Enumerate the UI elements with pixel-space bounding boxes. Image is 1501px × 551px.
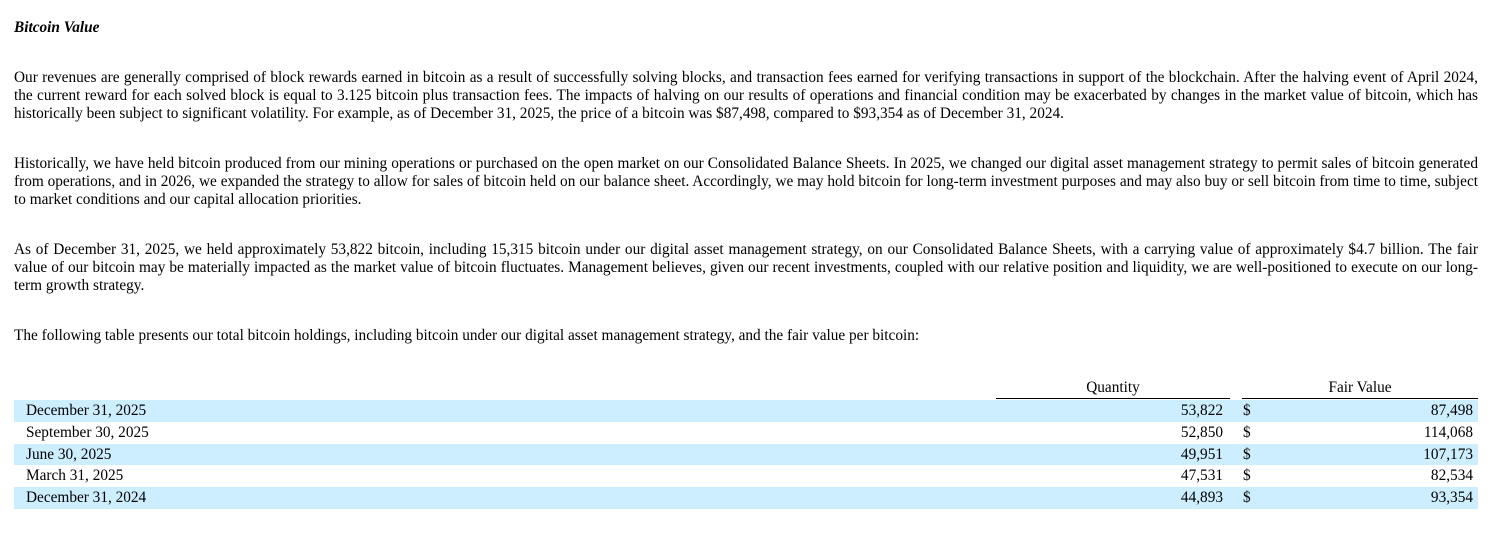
bitcoin-holdings-table xyxy=(14,379,1478,509)
row-quantity: 49,951 xyxy=(1180,445,1223,463)
row-fair-value: 107,173 xyxy=(1423,445,1473,463)
currency-symbol: $ xyxy=(1243,445,1251,463)
table-row xyxy=(14,444,1478,466)
table-row xyxy=(14,422,1478,444)
table-row xyxy=(14,487,1478,509)
section-title: Bitcoin Value xyxy=(14,19,100,36)
row-date: September 30, 2025 xyxy=(26,423,149,441)
table-header xyxy=(14,379,1478,400)
paragraph-table-intro: The following table presents our total bitcoin holdings, including bitcoin under our digital asset management strategy, and the fair value per bitcoin: xyxy=(14,327,920,344)
currency-symbol: $ xyxy=(1243,402,1251,419)
row-fair-value: 114,068 xyxy=(1423,423,1473,441)
paragraph-revenues: Our revenues are generally comprised of block rewards earned in bitcoin as a result of successfully solving blocks, and transaction fees earned for verifying transactions in support of the blockchain. After the halving event of April 2024, the current reward for each solved block is equal to 3.125 bitcoin plus transaction fees. The impacts of halving on our results of operations and financial condition may be exacerbated by changes in the market value of bitcoin, which has historically been subject to significant volatility. For example, as of December 31, 2025, the price of a bitcoin was $87,498, compared to $93,354 as of December 31, 2024. xyxy=(14,69,1478,122)
row-fair-value: 93,354 xyxy=(1430,489,1473,507)
quantity-column-header: Quantity xyxy=(996,379,1230,399)
row-fair-value: 82,534 xyxy=(1430,467,1473,485)
currency-symbol: $ xyxy=(1243,489,1251,507)
row-date: June 30, 2025 xyxy=(26,445,112,463)
row-quantity: 44,893 xyxy=(1180,489,1223,507)
table-row xyxy=(14,400,1478,422)
paragraph-holdings-value: As of December 31, 2025, we held approximately 53,822 bitcoin, including 15,315 bitcoin under our digital asset management strategy, on our Consolidated Balance Sheets, with a carrying value of approximately $4.7 billion. The fair value of our bitcoin may be materially impacted as the market value of bitcoin fluctuates. Management believes, given our recent investments, coupled with our relative position and liquidity, we are well-positioned to execute on our long-term growth strategy. xyxy=(14,241,1478,294)
table-row xyxy=(14,465,1478,487)
currency-symbol: $ xyxy=(1243,467,1251,485)
currency-symbol: $ xyxy=(1243,423,1251,441)
row-date: March 31, 2025 xyxy=(26,467,124,485)
row-date: December 31, 2025 xyxy=(26,402,147,419)
row-fair-value: 87,498 xyxy=(1430,402,1473,419)
paragraph-holding-strategy: Historically, we have held bitcoin produced from our mining operations or purchased on the open market on our Consolidated Balance Sheets. In 2025, we changed our digital asset management strategy to permit sales of bitcoin generated from operations, and in 2026, we expanded the strategy to allow for sales of bitcoin held on our balance sheet. Accordingly, we may hold bitcoin for long-term investment purposes and may also buy or sell bitcoin from time to time, subject to market conditions and our capital allocation priorities. xyxy=(14,155,1478,208)
row-date: December 31, 2024 xyxy=(26,489,147,507)
document-page xyxy=(14,19,1478,507)
row-quantity: 47,531 xyxy=(1180,467,1223,485)
row-quantity: 53,822 xyxy=(1180,402,1223,419)
row-quantity: 52,850 xyxy=(1180,423,1223,441)
fair-value-column-header: Fair Value xyxy=(1242,379,1478,399)
